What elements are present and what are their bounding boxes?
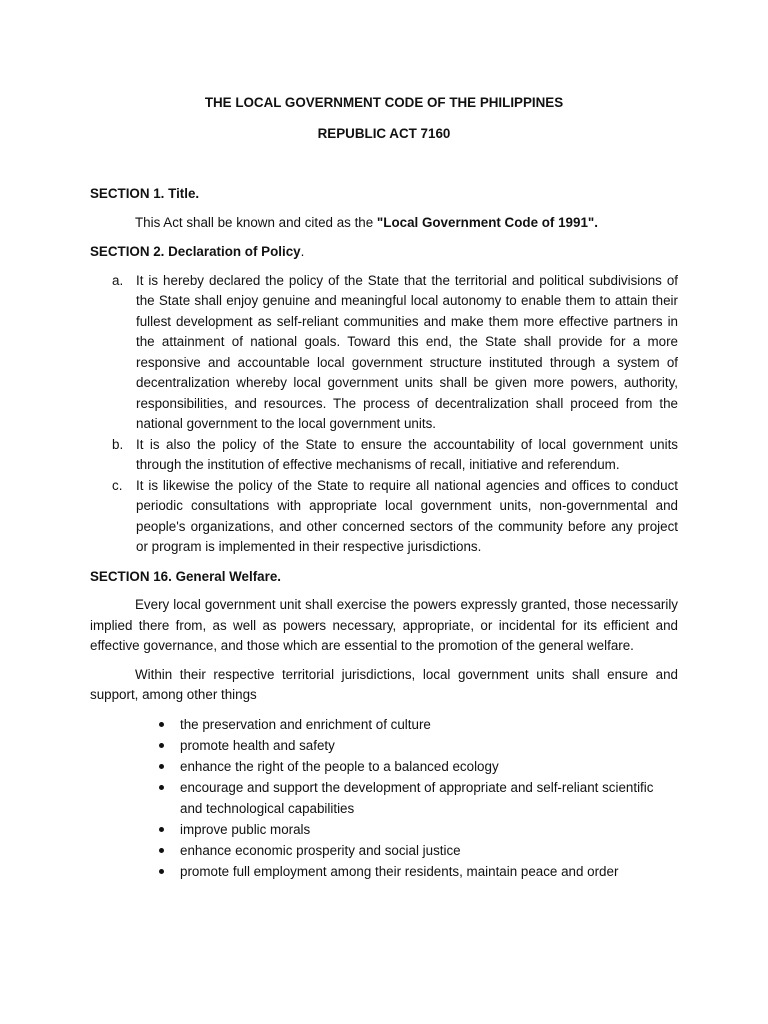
section-2-heading-text: SECTION 2. Declaration of Policy [90,244,301,259]
document-title: THE LOCAL GOVERNMENT CODE OF THE PHILIPPINES [204,95,564,110]
welfare-item [90,777,678,819]
policy-item-a [90,271,678,435]
policy-text-c: It is likewise the policy of the State to require all national agencies and offices to conduct periodic consultations with appropriate local government units, non-governmental and people's organizations, and other concerned sectors of the community before any project or program is implemented in their respective jurisdictions. [136,477,678,554]
section-1-heading: SECTION 1. Title. [90,186,200,201]
bullet-icon [159,848,164,853]
policy-text-a: It is hereby declared the policy of the State that the territorial and political subdivisions of the State shall enjoy genuine and meaningful local autonomy to enable them to attain their fullest development as self-reliant communities and make them more effective partners in the attainment of national goals. Toward this end, the State shall provide for a more responsive and accountable local government structure instituted through a system of decentralization whereby local government units shall be given more powers, authority, responsibilities, and resources. The process of decentralization shall proceed from the national government to the local government units. [136,272,678,431]
bullet-icon [159,722,164,727]
welfare-item [90,840,678,861]
policy-marker-a: a. [112,272,124,288]
section-2-heading-period: . [300,244,305,259]
policy-item-c [90,476,678,558]
welfare-item-text: promote full employment among their residents, maintain peace and order [180,863,619,879]
policy-item-b [90,435,678,476]
policy-marker-b: b. [112,436,124,452]
welfare-item-text: enhance the right of the people to a balanced ecology [180,758,499,774]
welfare-item-text: enhance economic prosperity and social justice [180,842,461,858]
document-subtitle: REPUBLIC ACT 7160 [317,125,451,141]
welfare-item-text: promote health and safety [180,737,335,753]
section-16-heading: SECTION 16. General Welfare. [90,568,282,584]
policy-text-b: It is also the policy of the State to ensure the accountability of local government units through the institution of effective mechanisms of recall, initiative and referendum. [136,436,678,472]
section-16-paragraph-2: Within their respective territorial jurisdictions, local government units shall ensure and support, among other things [90,666,678,702]
section-1-text-lead: This Act shall be known and cited as the [135,214,377,230]
welfare-item-text: the preservation and enrichment of culture [180,716,431,732]
bullet-icon [159,743,164,748]
bullet-icon [159,764,164,769]
section-1-text [90,213,678,234]
section-2-heading [90,242,678,263]
welfare-list [90,714,678,882]
welfare-item [90,735,678,756]
welfare-item [90,756,678,777]
welfare-item-text: improve public morals [180,821,311,837]
welfare-item-text: encourage and support the development of appropriate and self-reliant scientific and technological capabilities [180,779,654,816]
welfare-item [90,819,678,840]
welfare-item [90,861,678,882]
policy-list [90,271,678,558]
bullet-icon [159,785,164,790]
section-16-paragraph-1: Every local government unit shall exercise the powers expressly granted, those necessarily implied there from, as well as powers necessary, appropriate, or incidental for its efficient and effective governance, and those which are essential to the promotion of the general welfare. [90,597,678,653]
bullet-icon [159,869,164,874]
document-body [90,93,678,882]
policy-marker-c: c. [112,477,123,493]
bullet-icon [159,827,164,832]
welfare-item [90,714,678,735]
section-1-code-name: "Local Government Code of 1991". [376,214,598,230]
